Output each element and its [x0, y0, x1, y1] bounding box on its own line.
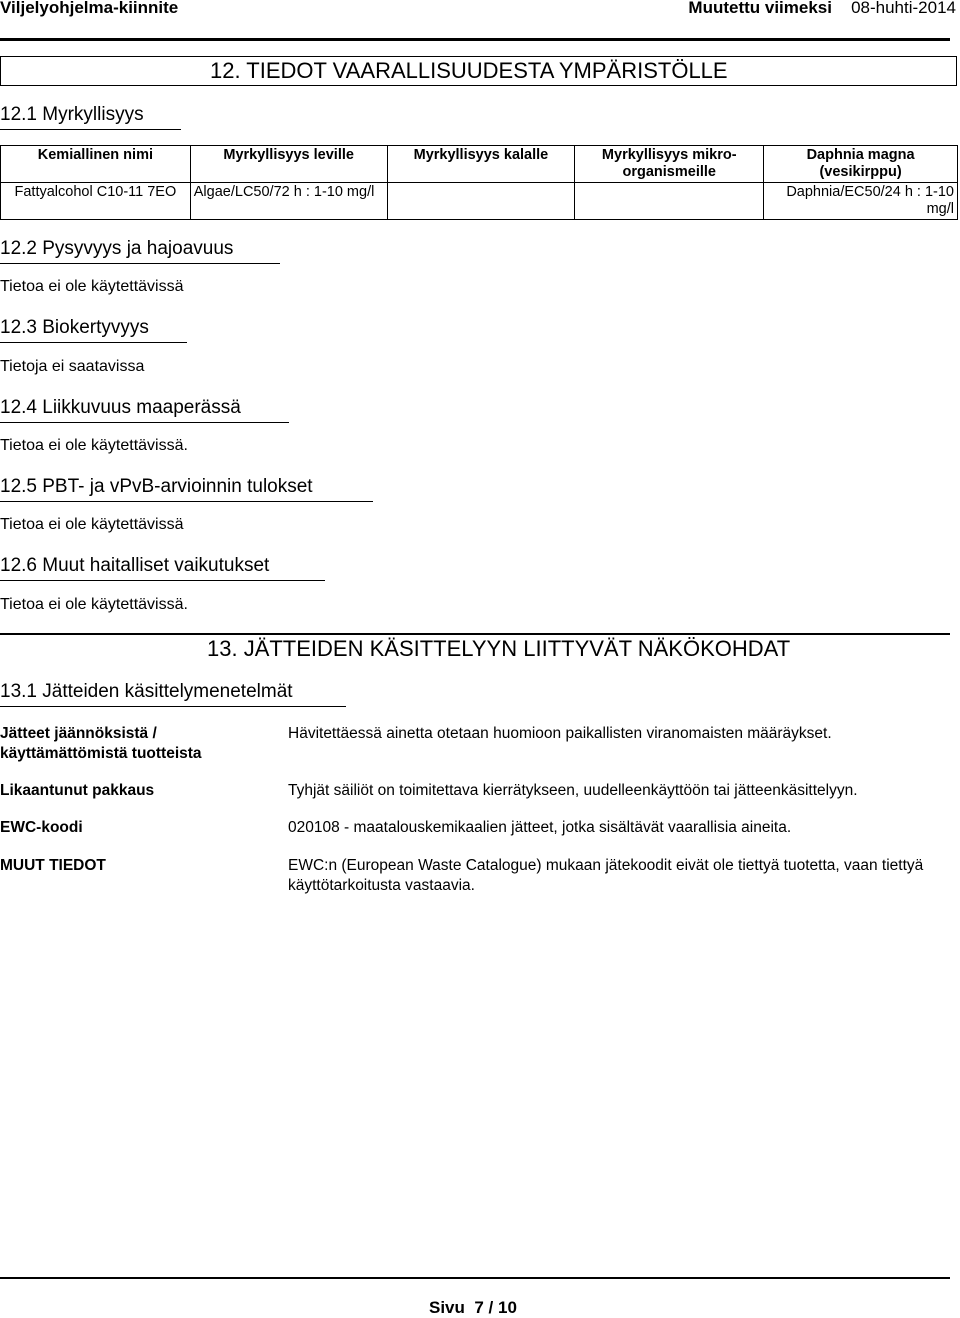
- document-header-title: Viljelyohjelma-kiinnite: [0, 0, 179, 17]
- page-count: 7 / 10: [474, 1298, 517, 1317]
- waste-label-packaging: Likaantunut pakkaus: [0, 782, 155, 799]
- col-header-microorganisms: Myrkyllisyys mikro-organismeille: [575, 146, 764, 183]
- col-header-fish: Myrkyllisyys kalalle: [387, 146, 575, 183]
- waste-text-packaging: Tyhjät säiliöt on toimitettava kierrätykseen, uudelleenkäyttöön tai jätteenkäsittelyyn.: [288, 782, 858, 799]
- subsection-12-3-title: 12.3 Biokertyvyys: [0, 317, 187, 343]
- last-modified-label: Muutettu viimeksi: [688, 0, 832, 17]
- subsection-12-4-title: 12.4 Liikkuvuus maaperässä: [0, 397, 289, 423]
- section-12-title: 12. TIEDOT VAARALLISUUDESTA YMPÄRISTÖLLE: [210, 58, 728, 83]
- subsection-12-5-text: Tietoa ei ole käytettävissä: [0, 516, 184, 533]
- cell-fish: [387, 183, 575, 220]
- waste-text-other-info: EWC:n (European Waste Catalogue) mukaan jätekoodit eivät ole tiettyä tuotetta, vaan tiettyä käyttötarkoitusta vastaavia.: [288, 857, 924, 894]
- section-13-rule: [0, 633, 950, 635]
- header-rule: [0, 38, 950, 41]
- footer-rule: [0, 1277, 950, 1279]
- subsection-12-2-text: Tietoa ei ole käytettävissä: [0, 278, 184, 295]
- col-header-daphnia: Daphnia magna (vesikirppu): [764, 146, 958, 183]
- page-number: [429, 1298, 517, 1318]
- waste-label-other-info: MUUT TIEDOT: [0, 857, 106, 874]
- subsection-12-5-title: 12.5 PBT- ja vPvB-arvioinnin tulokset: [0, 476, 373, 502]
- col-header-chemical-name: Kemiallinen nimi: [1, 146, 191, 183]
- subsection-12-4-text: Tietoa ei ole käytettävissä.: [0, 437, 188, 454]
- subsection-12-1-title: 12.1 Myrkyllisyys: [0, 104, 181, 130]
- cell-daphnia: Daphnia/EC50/24 h : 1-10 mg/l: [764, 183, 958, 220]
- toxicity-table-header-row: [1, 146, 958, 183]
- last-modified-date: 08-huhti-2014: [851, 0, 956, 17]
- section-13-title: 13. JÄTTEIDEN KÄSITTELYYN LIITTYVÄT NÄKÖKOHDAT: [207, 636, 791, 661]
- page-label: Sivu: [429, 1298, 465, 1317]
- subsection-12-2-title: 12.2 Pysyvyys ja hajoavuus: [0, 238, 280, 264]
- waste-text-ewc-code: 020108 - maatalouskemikaalien jätteet, jotka sisältävät vaarallisia aineita.: [288, 819, 792, 836]
- table-row: [1, 183, 958, 220]
- subsection-12-3-text: Tietoja ei saatavissa: [0, 358, 145, 375]
- cell-chemical-name: Fattyalcohol C10-11 7EO: [1, 183, 191, 220]
- cell-microorganisms: [575, 183, 764, 220]
- subsection-12-6-title: 12.6 Muut haitalliset vaikutukset: [0, 555, 325, 581]
- waste-label-ewc-code: EWC-koodi: [0, 819, 83, 836]
- toxicity-table: [0, 145, 958, 220]
- col-header-algae: Myrkyllisyys leville: [190, 146, 387, 183]
- cell-algae: Algae/LC50/72 h : 1-10 mg/l: [190, 183, 387, 220]
- subsection-12-6-text: Tietoa ei ole käytettävissä.: [0, 596, 188, 613]
- waste-text-residues: Hävitettäessä ainetta otetaan huomioon paikallisten viranomaisten määräykset.: [288, 725, 832, 742]
- waste-label-residues: Jätteet jäännöksistä / käyttämättömistä tuotteista: [0, 725, 202, 762]
- subsection-13-1-title: 13.1 Jätteiden käsittelymenetelmät: [0, 681, 346, 707]
